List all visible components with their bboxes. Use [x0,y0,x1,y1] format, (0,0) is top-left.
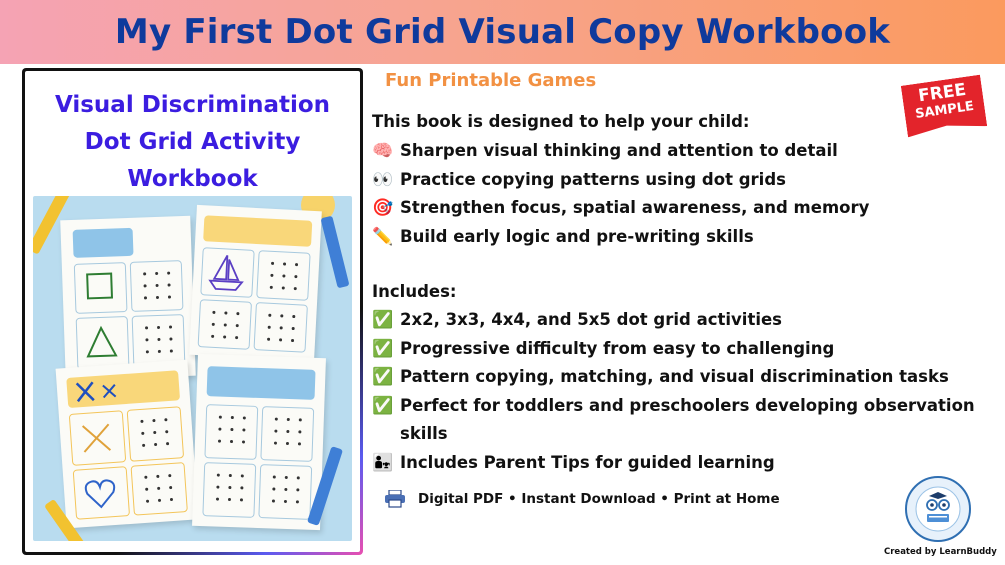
worksheet-cell [74,262,128,314]
sailboat-shape-icon [201,248,252,296]
brain-icon: 🧠 [372,141,394,161]
badge-line-1: FREE [917,79,968,107]
subtitle: Fun Printable Games [385,70,597,91]
check-icon: ✅ [372,338,394,359]
header-banner [0,0,1005,64]
worksheet-cell [202,462,256,518]
worksheet-cell [260,406,314,462]
book-cover [25,71,360,552]
worksheet-cell [69,410,126,466]
pencil-icon: ✏️ [372,226,394,247]
worksheet-1 [60,216,196,380]
blue-crayon-icon [320,216,349,289]
list-item [372,449,987,478]
list-item-text: Perfect for toddlers and preschoolers developing observation skills [400,395,975,443]
worksheet-banner [203,215,312,247]
worksheet-cell [198,299,252,350]
triangle-shape-icon [77,317,128,368]
format-info [384,490,780,508]
list-item-text: Pattern copying, matching, and visual discrimination tasks [400,367,949,386]
worksheet-banner [73,228,134,258]
square-shape-icon [75,263,126,312]
list-item-text: Progressive difficulty from easy to challenging [400,338,835,358]
format-text: Digital PDF • Instant Download • Print at Home [418,491,780,507]
list-item-text: Sharpen visual thinking and attention to detail [400,141,838,160]
x-shape-icon [70,411,124,463]
worksheet-cell [73,466,130,520]
cover-title-line-1: Visual Discrimination [54,92,331,118]
list-item-text: Practice copying patterns using dot grids [400,169,786,189]
owl-books-icon [907,478,969,540]
includes-list [372,306,987,477]
list-item [372,166,987,195]
list-item [372,137,987,166]
worksheet-3 [56,360,199,529]
worksheet-cell [130,260,184,312]
intro-text: This book is designed to help your child: [372,112,750,131]
cover-title-line-3: Workbook [127,166,258,192]
badge-line-2: SAMPLE [914,98,975,122]
learnbuddy-logo [905,476,971,542]
list-item [372,223,987,252]
list-item [372,363,987,392]
list-item-text: Includes Parent Tips for guided learning [400,452,775,472]
cover-illustration [33,196,352,541]
list-item [372,306,987,335]
eyes-icon: 👀 [372,169,394,190]
printer-icon [384,490,406,508]
check-icon: ✅ [372,395,394,416]
check-icon: ✅ [372,310,394,330]
worksheet-cell [253,302,307,353]
cover-title-line-2: Dot Grid Activity [84,129,301,155]
cover-title [25,87,360,198]
page-title: My First Dot Grid Visual Copy Workbook [114,12,891,52]
worksheet-cell [131,462,188,516]
worksheet-cell [204,404,258,460]
free-sample-badge [901,75,987,138]
worksheet-cell [127,406,184,462]
heart-shape-icon [74,467,128,517]
credit-text: Created by LearnBuddy [884,547,997,557]
worksheet-cell [76,316,130,370]
parent-icon: 👨‍👧 [372,452,394,473]
worksheet-cell [200,247,254,298]
worksheet-4 [192,354,326,530]
includes-heading: Includes: [372,282,457,301]
worksheet-cell [256,250,310,301]
list-item [372,392,987,449]
target-icon: 🎯 [372,198,394,218]
worksheet-cell [258,464,312,520]
worksheet-2 [189,205,322,361]
list-item-text: 2x2, 3x3, 4x4, and 5x5 dot grid activities [400,310,782,329]
benefits-list [372,137,987,251]
worksheet-banner [207,366,316,400]
list-item-text: Build early logic and pre-writing skills [400,226,754,246]
check-icon: ✅ [372,367,394,387]
list-item [372,335,987,364]
book-cover-frame [22,68,363,555]
list-item-text: Strengthen focus, spatial awareness, and memory [400,198,870,217]
list-item [372,194,987,223]
